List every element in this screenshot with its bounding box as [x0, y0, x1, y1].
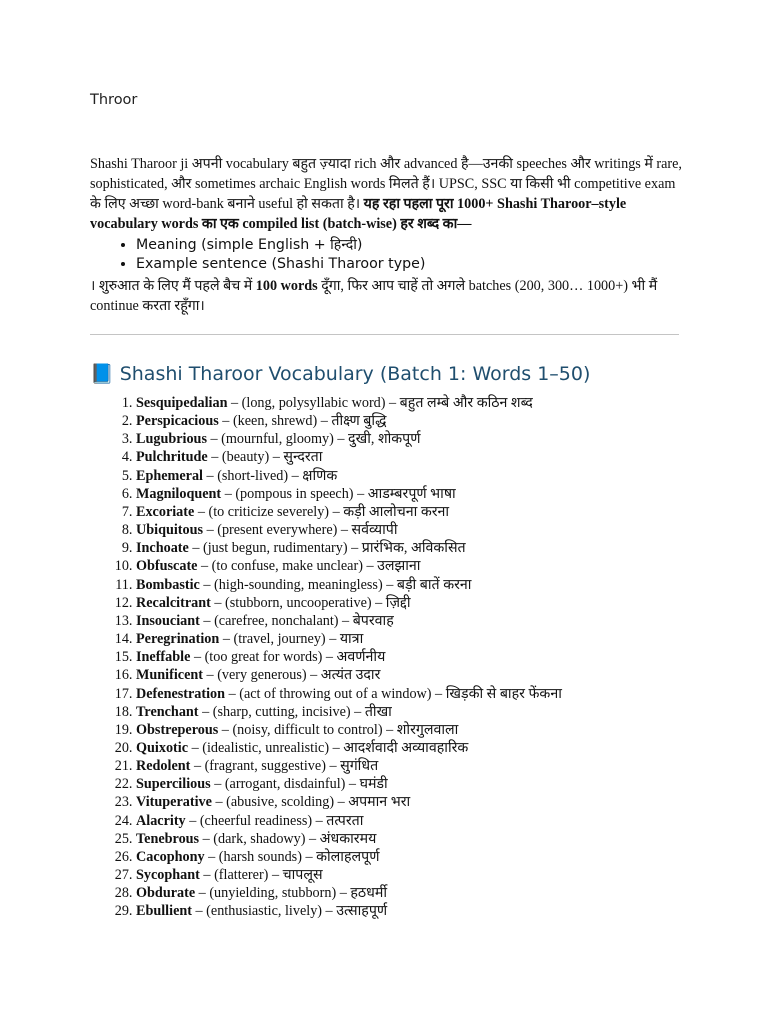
vocabulary-item: [136, 503, 756, 521]
vocabulary-meaning: – (too great for words) – अवर्णनीय: [190, 649, 386, 666]
vocabulary-meaning: – (dark, shadowy) – अंधकारमय: [199, 830, 377, 847]
vocabulary-meaning: – (unyielding, stubborn) – हठधर्मी: [195, 885, 388, 902]
vocabulary-meaning: – (travel, journey) – यात्रा: [219, 631, 364, 648]
vocabulary-item: [136, 594, 756, 612]
vocabulary-item: [136, 902, 756, 920]
vocabulary-meaning: – (abusive, scolding) – अपमान भरा: [211, 794, 411, 811]
vocabulary-meaning: – (flatterer) – चापलूस: [199, 867, 323, 884]
vocabulary-meaning: – (short-lived) – क्षणिक: [203, 467, 338, 484]
vocabulary-meaning: – (to criticize severely) – कड़ी आलोचना करना: [194, 503, 450, 520]
vocabulary-item: [136, 721, 756, 739]
vocabulary-term: Ineffable: [136, 649, 191, 666]
section-heading: 📘 Shashi Tharoor Vocabulary (Batch 1: Words 1–50): [90, 363, 591, 385]
bullet-item-example: • Example sentence (Shashi Tharoor type): [136, 255, 685, 274]
vocabulary-item: [136, 757, 756, 775]
vocabulary-item: [136, 448, 756, 466]
note-text-pre: । शुरुआत के लिए मैं पहले बैच में: [90, 278, 256, 294]
vocabulary-term: Sesquipedalian: [136, 395, 228, 411]
vocabulary-term: Ebullient: [136, 903, 192, 920]
vocabulary-meaning: – (high-sounding, meaningless) – बड़ी बातें करना: [199, 576, 472, 593]
vocabulary-term: Peregrination: [136, 631, 220, 648]
vocabulary-item: [136, 666, 756, 684]
horizontal-divider: [90, 334, 679, 335]
vocabulary-meaning: – (arrogant, disdainful) – घमंडी: [210, 776, 388, 793]
vocabulary-meaning: – (carefree, nonchalant) – बेपरवाह: [199, 612, 394, 629]
vocabulary-term: Obdurate: [136, 885, 196, 902]
vocabulary-item: [136, 557, 756, 575]
vocabulary-meaning: – (cheerful readiness) – तत्परता: [185, 812, 364, 829]
vocabulary-meaning: – (very generous) – अत्यंत उदार: [203, 667, 381, 684]
vocabulary-meaning: – (enthusiastic, lively) – उत्साहपूर्ण: [191, 903, 388, 920]
vocabulary-item: [136, 467, 756, 485]
vocabulary-term: Recalcitrant: [136, 594, 211, 611]
vocabulary-list: [90, 394, 756, 921]
vocabulary-term: Supercilious: [136, 776, 211, 793]
bullet-item-meaning: • Meaning (simple English + हिन्दी): [136, 236, 685, 255]
vocabulary-term: Obfuscate: [136, 558, 198, 575]
vocabulary-meaning: – (just begun, rudimentary) – प्रारंभिक, अविकसित: [188, 540, 466, 557]
vocabulary-meaning: – (long, polysyllabic word) – बहुत लम्बे और कठिन शब्द: [227, 395, 533, 411]
vocabulary-meaning: – (keen, shrewd) – तीक्ष्ण बुद्धि: [218, 413, 387, 430]
vocabulary-meaning: – (present everywhere) – सर्वव्यापी: [203, 522, 398, 539]
vocabulary-term: Excoriate: [136, 503, 195, 520]
vocabulary-term: Alacrity: [136, 812, 186, 829]
intro-text: Shashi Tharoor ji अपनी vocabulary बहुत ज़्यादा rich और advanced है—उनकी speeches और writings में rare, sophisticated, और sometimes archaic English words मिलते हैं। UPSC, SSC या किसी भी competitive exam के लिए अच्छा word-bank बनाने useful हो सकता है।: [90, 156, 682, 212]
vocabulary-term: Tenebrous: [136, 830, 200, 847]
intro-bold-text: यह रहा पहला पूरा 1000+ Shashi Tharoor–style vocabulary words का एक compiled list (batch-wise) हर शब्द का—: [90, 196, 627, 232]
vocabulary-term: Redolent: [136, 758, 191, 775]
vocabulary-item: [136, 576, 756, 594]
vocabulary-term: Ubiquitous: [136, 522, 204, 539]
note-text-post: दूँगा, फिर आप चाहें तो अगले batches (200, 300… 1000+) भी मैं continue करता रहूँगा।: [90, 278, 658, 314]
vocabulary-item: [136, 793, 756, 811]
vocabulary-term: Magniloquent: [136, 485, 222, 502]
vocabulary-term: Ephemeral: [136, 467, 203, 484]
vocabulary-item: [136, 521, 756, 539]
vocabulary-item: [136, 703, 756, 721]
vocabulary-meaning: – (stubborn, uncooperative) – ज़िद्दी: [210, 594, 411, 611]
vocabulary-meaning: – (to confuse, make unclear) – उलझाना: [197, 558, 421, 575]
vocabulary-item: [136, 884, 756, 902]
vocabulary-item: [136, 612, 756, 630]
vocabulary-item: [136, 866, 756, 884]
intro-paragraph: [90, 154, 685, 234]
vocabulary-term: Vituperative: [136, 794, 212, 811]
vocabulary-meaning: – (noisy, difficult to control) – शोरगुलवाला: [218, 721, 459, 738]
vocabulary-term: Defenestration: [136, 685, 226, 702]
bullet-list: [90, 236, 685, 274]
vocabulary-term: Munificent: [136, 667, 203, 684]
vocabulary-term: Perspicacious: [136, 413, 219, 430]
vocabulary-term: Insouciant: [136, 612, 200, 629]
vocabulary-item: [136, 430, 756, 448]
vocabulary-meaning: – (sharp, cutting, incisive) – तीखा: [198, 703, 392, 720]
document-title: Throor: [90, 92, 138, 108]
vocabulary-term: Quixotic: [136, 739, 189, 756]
vocabulary-item: [136, 485, 756, 503]
vocabulary-item: [136, 848, 756, 866]
vocabulary-meaning: – (idealistic, unrealistic) – आदर्शवादी अव्यावहारिक: [188, 739, 469, 756]
vocabulary-term: Bombastic: [136, 576, 200, 593]
vocabulary-term: Pulchritude: [136, 449, 208, 466]
note-paragraph: [90, 276, 685, 316]
vocabulary-meaning: – (mournful, gloomy) – दुखी, शोकपूर्ण: [206, 431, 421, 448]
vocabulary-item: [136, 775, 756, 793]
vocabulary-item: [136, 412, 756, 430]
vocabulary-item: [136, 830, 756, 848]
vocabulary-meaning: – (pompous in speech) – आडम्बरपूर्ण भाषा: [221, 485, 456, 502]
vocabulary-item: [136, 394, 756, 412]
vocabulary-item: [136, 648, 756, 666]
vocabulary-meaning: – (harsh sounds) – कोलाहलपूर्ण: [204, 848, 380, 865]
vocabulary-item: [136, 630, 756, 648]
vocabulary-term: Lugubrious: [136, 431, 207, 448]
vocabulary-meaning: – (fragrant, suggestive) – सुगंधित: [190, 758, 379, 775]
vocabulary-item: [136, 739, 756, 757]
vocabulary-meaning: – (act of throwing out of a window) – खिड़की से बाहर फेंकना: [225, 685, 562, 702]
vocabulary-term: Obstreperous: [136, 721, 219, 738]
vocabulary-item: [136, 812, 756, 830]
vocabulary-item: [136, 539, 756, 557]
vocabulary-item: [136, 685, 756, 703]
note-bold: 100 words: [255, 278, 318, 294]
vocabulary-term: Trenchant: [136, 703, 199, 720]
vocabulary-term: Inchoate: [136, 540, 189, 557]
vocabulary-term: Sycophant: [136, 867, 200, 884]
intro-block: [90, 154, 685, 316]
vocabulary-meaning: – (beauty) – सुन्दरता: [207, 449, 323, 466]
vocabulary-term: Cacophony: [136, 848, 205, 865]
